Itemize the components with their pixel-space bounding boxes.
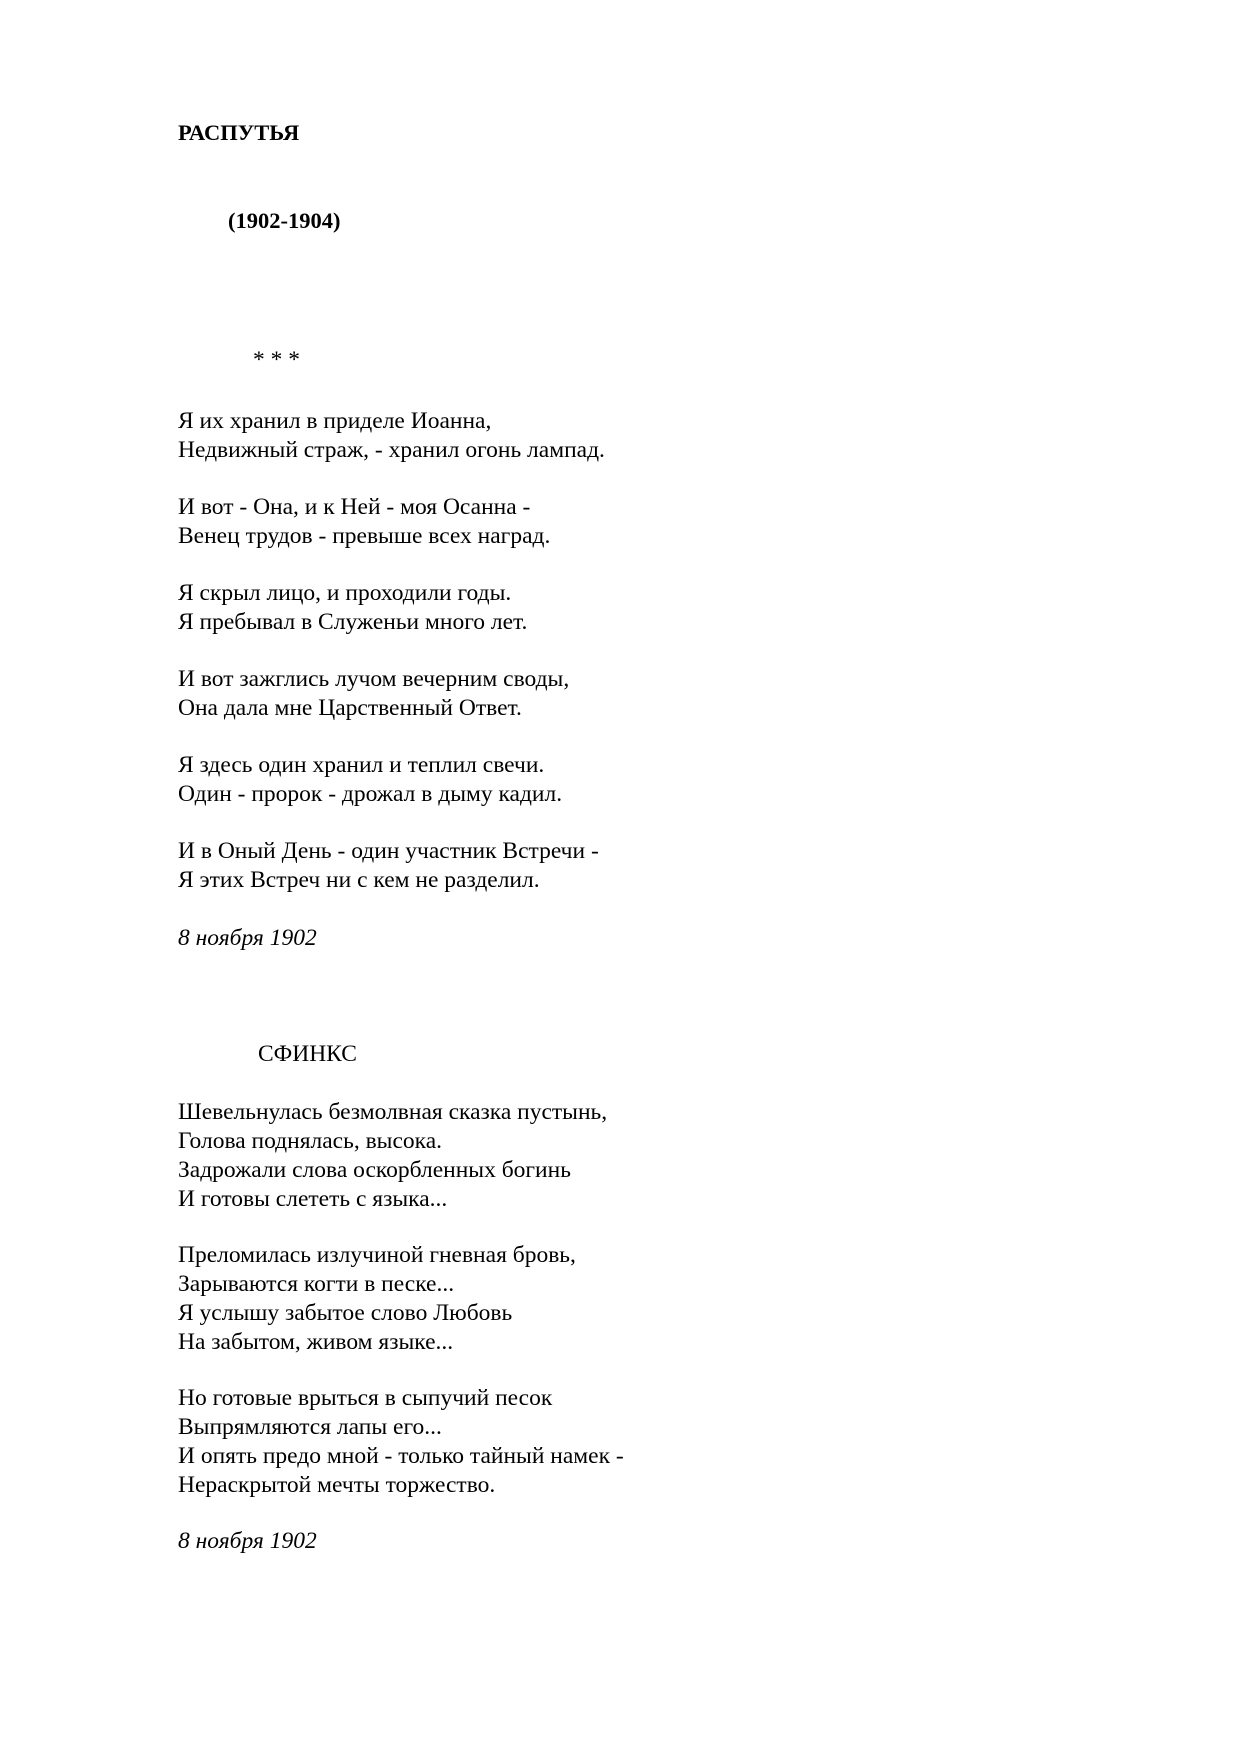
poem2-stanza-2 (178, 1241, 576, 1357)
poem2-stanza-1 (178, 1098, 607, 1214)
verse-line: Один - пророк - дрожал в дыму кадил. (178, 781, 563, 807)
verse-line: И вот - Она, и к Ней - моя Осанна - (178, 494, 531, 520)
poem1-stanza-2 (178, 493, 550, 551)
verse-line: На забытом, живом языке... (178, 1329, 454, 1355)
verse-line: И вот зажглись лучом вечерним своды, (178, 666, 570, 692)
verse-line: Я этих Встреч ни с кем не разделил. (178, 867, 540, 893)
verse-line: Я их хранил в приделе Иоанна, (178, 408, 492, 434)
cycle-title: РАСПУТЬЯ (178, 120, 300, 145)
poem1-stanza-5 (178, 751, 562, 809)
verse-line: Но готовые врыться в сыпучий песок (178, 1385, 553, 1411)
verse-line: Я пребывал в Служеньи много лет. (178, 609, 528, 635)
poem2-date: 8 ноября 1902 (178, 1528, 317, 1554)
verse-line: И в Оный День - один участник Встречи - (178, 838, 599, 864)
verse-line: Она дала мне Царственный Ответ. (178, 695, 522, 721)
verse-line: Голова поднялась, высока. (178, 1128, 443, 1154)
verse-line: Преломилась излучиной гневная бровь, (178, 1242, 576, 1268)
verse-line: Нераскрытой мечты торжество. (178, 1472, 496, 1498)
verse-line: Я здесь один хранил и теплил свечи. (178, 752, 545, 778)
verse-line: Венец трудов - превыше всех наград. (178, 523, 551, 549)
verse-line: И опять предо мной - только тайный намек - (178, 1443, 624, 1469)
verse-line: Задрожали слова оскорбленных богинь (178, 1157, 571, 1183)
poem1-stanza-3 (178, 579, 527, 637)
verse-line: Я скрыл лицо, и проходили годы. (178, 580, 512, 606)
poem1-date: 8 ноября 1902 (178, 925, 317, 951)
verse-line: Я услышу забытое слово Любовь (178, 1300, 513, 1326)
poem1-stanza-6 (178, 837, 599, 895)
poem1-stanza-4 (178, 665, 569, 723)
verse-line: Выпрямляются лапы его... (178, 1414, 442, 1440)
cycle-years: (1902-1904) (228, 208, 341, 233)
verse-line: Недвижный страж, - хранил огонь лампад. (178, 437, 605, 463)
poem2-stanza-3 (178, 1384, 624, 1500)
verse-line: Зарываются когти в песке... (178, 1271, 455, 1297)
verse-line: И готовы слететь с языка... (178, 1186, 448, 1212)
poem1-title: * * * (253, 347, 300, 373)
poem1-stanza-1 (178, 407, 605, 465)
poem2-title: СФИНКС (258, 1041, 357, 1067)
verse-line: Шевельнулась безмолвная сказка пустынь, (178, 1099, 608, 1125)
